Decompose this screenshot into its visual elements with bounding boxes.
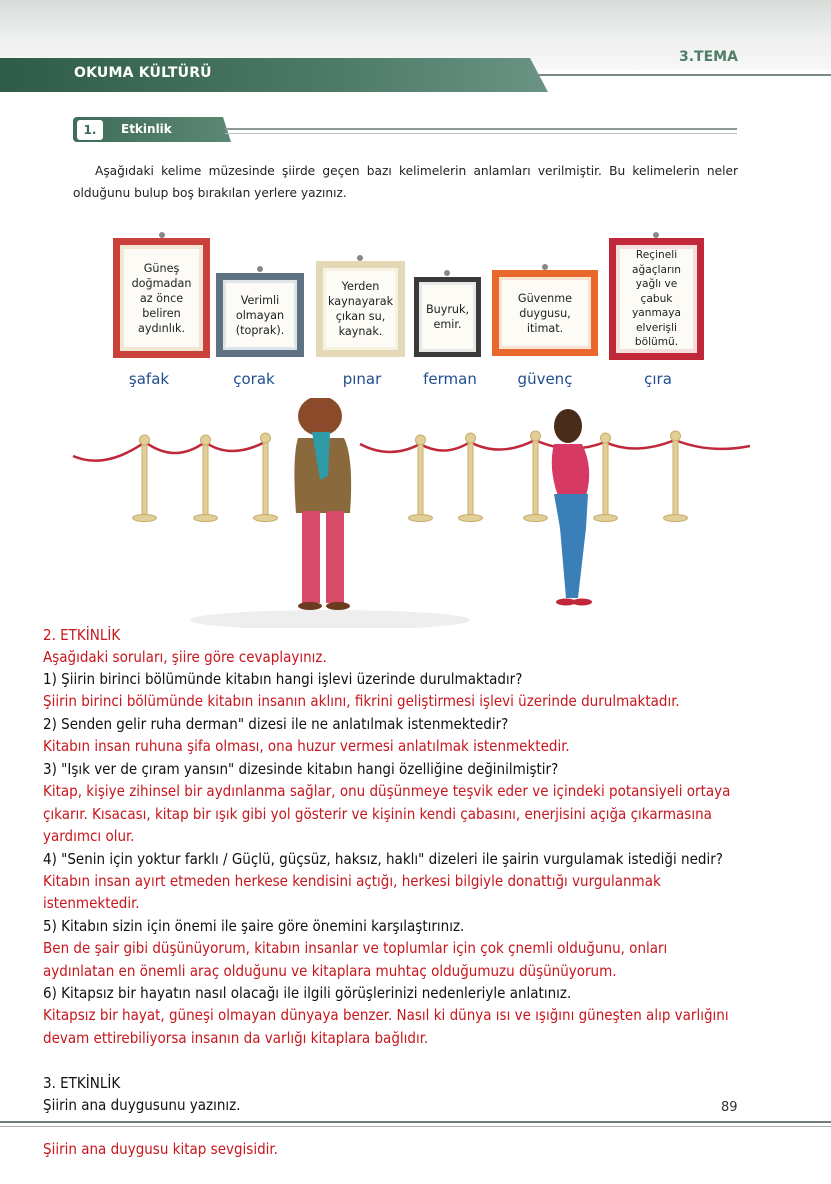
- frame-definition: Verimli olmayan (toprak).: [235, 293, 285, 337]
- nail-icon: [257, 266, 263, 272]
- answer-5-line-2: aydınlatan en önemli araç olduğunu ve kitaplara muhtaç olduğumuzu düşünüyorum.: [43, 962, 617, 980]
- activity-rule: [225, 128, 737, 130]
- activity-label: Etkinlik: [121, 122, 172, 136]
- word-corak: çorak: [233, 370, 275, 388]
- answer-4-line-2: istenmektedir.: [43, 894, 140, 912]
- answer-4-line-1: Kitabın insan ayırt etmeden herkese kendisini açtığı, herkesi bilgiyle donattığı vurgulanmak: [43, 872, 661, 890]
- activity-number: 1.: [77, 120, 103, 140]
- answer-3-line-3: yardımcı olur.: [43, 827, 135, 845]
- word-pinar: pınar: [342, 370, 382, 388]
- woman-figure: [552, 409, 592, 606]
- activity3-answer: Şiirin ana duygusu kitap sevgisidir.: [43, 1140, 278, 1158]
- footer-rule-thin: [0, 1126, 831, 1127]
- frame-corak: [216, 273, 304, 357]
- nail-icon: [444, 270, 450, 276]
- word-safak: şafak: [128, 370, 170, 388]
- activity3-title: 3. ETKİNLİK: [43, 1074, 121, 1092]
- answer-2: Kitabın insan ruhuna şifa olması, ona huzur vermesi anlatılmak istenmektedir.: [43, 737, 570, 755]
- frame-cira: [609, 238, 704, 360]
- question-5: 5) Kitabın sizin için önemi ile şaire göre önemini karşılaştırınız.: [43, 917, 465, 935]
- answer-1: Şiirin birinci bölümünde kitabın insanın aklını, fikrini geliştirmesi işlevi üzerinde durulmaktadır.: [43, 692, 680, 710]
- man-figure: [294, 398, 351, 610]
- activity-rule-thin: [225, 133, 737, 134]
- answer-5-line-1: Ben de şair gibi düşünüyorum, kitabın insanlar ve toplumlar için çok çnemli olduğunu, onları: [43, 939, 668, 957]
- frame-pinar: [316, 261, 405, 357]
- word-ferman: ferman: [423, 370, 477, 388]
- frame-guvenc: [492, 270, 598, 356]
- question-1: 1) Şiirin birinci bölümünde kitabın hangi işlevi üzerinde durulmaktadır?: [43, 670, 523, 688]
- frame-definition: Yerden kaynayarak çıkan su, kaynak.: [327, 280, 394, 338]
- frame-safak: [113, 238, 210, 358]
- header-rule: [530, 74, 831, 76]
- frame-definition: Güneş doğmadan az önce beliren aydınlık.: [131, 261, 192, 335]
- question-2: 2) Senden gelir ruha derman" dizesi ile ne anlatılmak istenmektedir?: [43, 715, 509, 733]
- word-cira: çıra: [644, 370, 672, 388]
- answer-6-line-1: Kitapsız bir hayat, güneşi olmayan dünyaya benzer. Nasıl ki dünya ısı ve ışığını güneşten alıp varlığını: [43, 1006, 729, 1024]
- word-guvenc: güvenç: [517, 370, 573, 388]
- activity3-question: Şiirin ana duygusunu yazınız.: [43, 1096, 241, 1114]
- section-title: OKUMA KÜLTÜRÜ: [74, 65, 212, 81]
- page-number: 89: [721, 1100, 738, 1115]
- activity1-instruction: Aşağıdaki kelime müzesinde şiirde geçen bazı kelimelerin anlamları verilmiştir. Bu kelimelerin neler olduğunu bulup boş bırakılan yerlere yazınız.: [73, 164, 738, 200]
- activity2-title: 2. ETKİNLİK: [43, 626, 121, 644]
- frame-definition: Buyruk, emir.: [425, 303, 470, 331]
- question-4: 4) "Senin için yoktur farklı / Güçlü, güçsüz, haksız, haklı" dizeleri ile şairin vurgulamak istediği nedir?: [43, 850, 723, 868]
- frame-definition: Güvenme duygusu, itimat.: [517, 291, 573, 335]
- activity2-instruction: Aşağıdaki soruları, şiire göre cevaplayınız.: [43, 648, 327, 666]
- museum-illustration: [60, 398, 760, 628]
- answer-6-line-2: devam ettirebiliyorsa insanın da varlığı kitaplara bağlıdır.: [43, 1029, 429, 1047]
- frame-definition: Reçineli ağaçların yağlı ve çabuk yanmaya elverişli bölümü.: [631, 249, 682, 349]
- question-6: 6) Kitapsız bir hayatın nasıl olacağı ile ilgili görüşlerinizi nedenleriyle anlatınız.: [43, 984, 572, 1002]
- footer-rule: [0, 1121, 831, 1123]
- answer-3-line-2: çıkarır. Kısacası, kitap bir ışık gibi yol gösterir ve kişinin kendi çabasını, enerjisini açığa çıkarmasına: [43, 805, 712, 823]
- answer-3-line-1: Kitap, kişiye zihinsel bir aydınlanma sağlar, onu düşünmeye teşvik eder ve içindeki potansiyeli ortaya: [43, 782, 731, 800]
- question-3: 3) "Işık ver de çıram yansın" dizesinde kitabın hangi özelliğine değinilmiştir?: [43, 760, 559, 778]
- frame-ferman: [414, 277, 481, 357]
- theme-label: 3.TEMA: [679, 49, 738, 65]
